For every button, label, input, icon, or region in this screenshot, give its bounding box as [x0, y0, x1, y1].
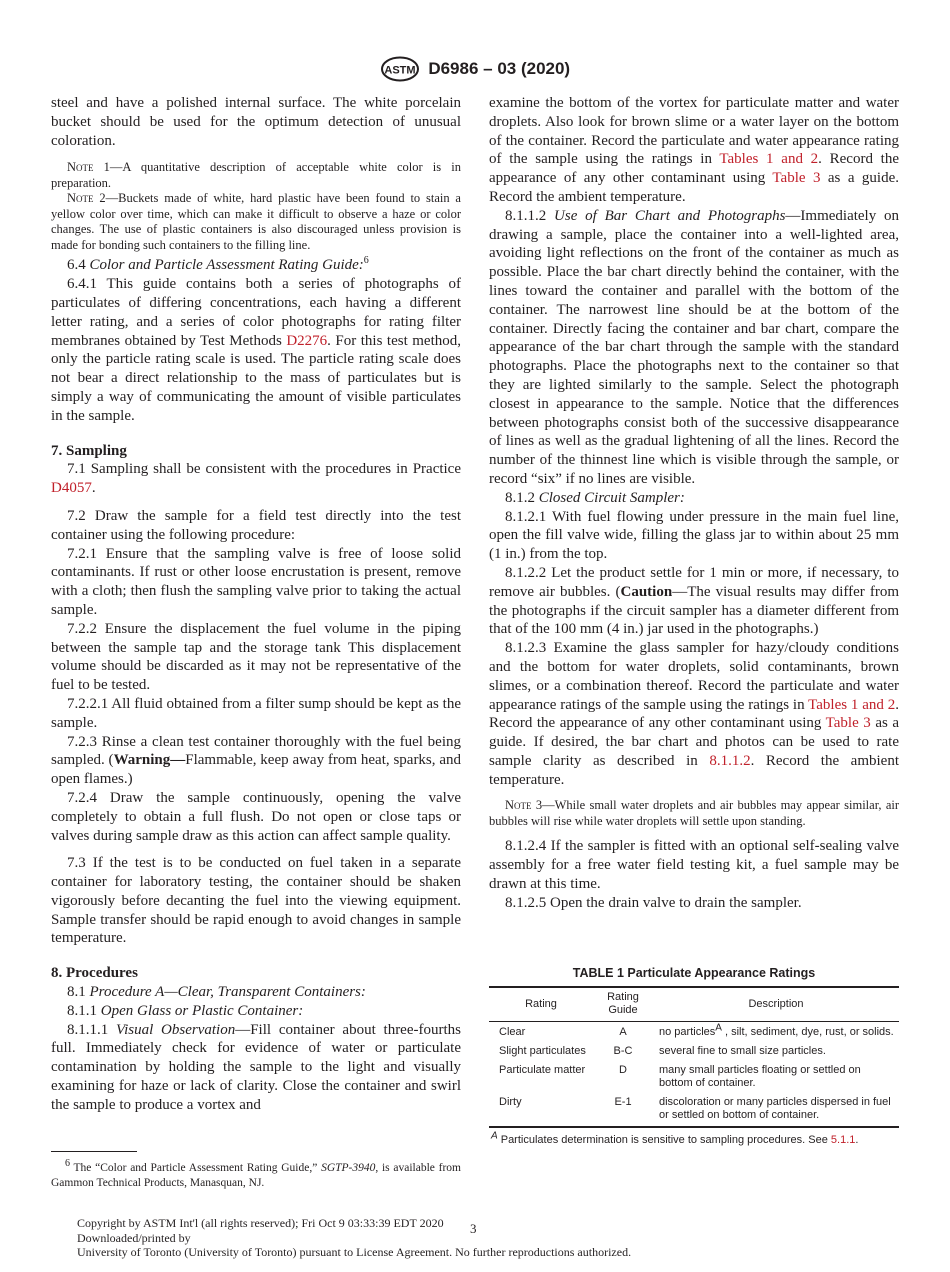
- section-7-2-3: 7.2.3 Rinse a clean test container thoroughly with the fuel being sampled. (Warning—Flammable, keep away from heat, sparks, and open flames.): [51, 733, 462, 788]
- rating-cell: Slight particulates: [499, 1045, 586, 1057]
- section-8-1-2-4: 8.1.2.4 If the sampler is fitted with an optional self-sealing valve assembly for a free water field testing kit, a fuel sample may be drawn at this time.: [489, 838, 899, 893]
- astm-logo-icon: [380, 56, 420, 82]
- section-8-1-2-3: 8.1.2.3 Examine the glass sampler for hazy/cloudy conditions and the bottom for water droplets, solid contaminants, brown slimes, or a combination thereof. Record the particulate and water appearance ratings of the sample using the ratings in Tables 1 and 2. Record the appearance of any other contaminant using Table 3 as a guide. If desired, the bar chart and photos can be used to rate sample clarity as described in 8.1.1.2. Record the ambient temperature.: [489, 640, 900, 788]
- note-1: Note 1—A quantitative description of acceptable white color is in preparation.: [51, 160, 461, 190]
- table-footnote: $^A$ Particulates determination is sensitive to sampling procedures. See 5.1.1.: [491, 1130, 859, 1146]
- note-3: Note 3—While small water droplets and air bubbles may appear similar, air bubbles will rise while water droplets will settle upon standing.: [489, 798, 899, 828]
- section-8-1-1: 8.1.1 Open Glass or Plastic Container:: [67, 1002, 304, 1019]
- link-tables-1-2[interactable]: Tables 1 and 2: [808, 696, 896, 713]
- column-header: Description: [653, 988, 899, 1022]
- guide-cell: A: [619, 1026, 627, 1038]
- section-7-2-4: 7.2.4 Draw the sample continuously, opening the valve completely to obtain a full flush. Do not open or close taps or valves during sample draw as this action can affect sample quality.: [51, 789, 461, 844]
- table-row: [489, 1041, 899, 1060]
- rating-cell: Clear: [499, 1026, 526, 1038]
- section-7-heading: 7. Sampling: [51, 442, 127, 459]
- section-7-2-2-1: 7.2.2.1 All fluid obtained from a filter sump should be kept as the sample.: [51, 695, 461, 731]
- document-designation: D6986 – 03 (2020): [428, 59, 571, 78]
- section-8-1-2-1: 8.1.2.1 With fuel flowing under pressure in the main fuel line, open the fill valve wide, filling the glass jar to within about 25 mm (1 in.) from the top.: [489, 508, 899, 563]
- section-8-1-2-2: 8.1.2.2 Let the product settle for 1 min or more, if necessary, to remove air bubbles. (Caution—The visual results may differ from the photographs if the circuit sampler has a diameter different from that of the 100 mm (4 in.) jar used in the photographs.): [489, 564, 899, 638]
- section-7-2-2: 7.2.2 Ensure the displacement the fuel volume in the piping between the sample tap and the storage tank This displacement volume should be discarded as it may not be representative of the fuel to be tested.: [51, 620, 461, 694]
- section-8-1-1-2: 8.1.1.2 Use of Bar Chart and Photographs—Immediately on drawing a sample, place the container into a well-lighted area, avoiding light reflections on the front of the container as much as possible. Place the bar chart directly behind the container, with the lines toward the container and parallel with the bottom of the container. The narrowest line should be at the bottom of the container. Directly facing the container and bar chart, compare the appearance of the bar chart through the sample with the standard photographs. Place the photographs next to the container so that they are lighted similarly to the sample. Select the photograph closest in appearance to the sample. Notice that the differences between photographs consist both of the successive disappearance of lines as well as the gradual lightening of all the lines. Record the number of the thinnest line which is visible through the sample, or record “six” if no lines are visible.: [489, 207, 900, 487]
- section-7-3: 7.3 If the test is to be conducted on fuel taken in a separate container for laboratory testing, the container should be shaken vigorously before decanting the fuel into the viewing equipment. Sample transfer should be rapid enough to avoid changes in sample temperature.: [51, 855, 461, 947]
- section-8-heading: 8. Procedures: [51, 965, 138, 982]
- link-8-1-1-2[interactable]: 8.1.1.2: [709, 752, 751, 769]
- description-cell: discoloration or many particles dispersed in fuel or settled on bottom of container.: [653, 1092, 899, 1127]
- description-cell: several fine to small size particles.: [659, 1045, 826, 1057]
- description-cell: many small particles floating or settled on bottom of container.: [659, 1064, 861, 1089]
- copyright-footer: [77, 1216, 877, 1260]
- link-table-3[interactable]: Table 3: [772, 170, 821, 187]
- guide-cell: D: [619, 1064, 627, 1076]
- svg-text:ASTM: ASTM: [384, 64, 416, 77]
- table-1: [489, 966, 899, 1147]
- section-7-2: 7.2 Draw the sample for a field test directly into the test container using the following procedure:: [51, 507, 461, 543]
- column-header: Rating: [489, 988, 593, 1022]
- guide-cell: E-1: [593, 1092, 653, 1127]
- link-d2276[interactable]: D2276: [286, 332, 328, 349]
- link-table-3[interactable]: Table 3: [825, 715, 871, 732]
- table-row: [489, 1092, 899, 1127]
- link-d4057[interactable]: D4057: [51, 480, 92, 497]
- page-header: [0, 56, 950, 82]
- section-6-4-1: 6.4.1 This guide contains both a series of photographs of particulates of differing concentrations, each having a different letter rating, and a series of color photographs for rating filter membranes obtained by Test Methods D2276. For this test method, only the particle rating scale is used. The particle rating scale does not bear a direct relationship to the mass of particulates but is simply a way of communicating the amount of visible particulates in the sample.: [51, 276, 461, 424]
- paragraph-continued: examine the bottom of the vortex for particulate matter and water droplets. Also look for brown slime or a water layer on the bottom of the container. Record the particulate and water appearance rating of the sample using the ratings in Tables 1 and 2. Record the appearance of any other contaminant using Table 3 as a guide. Record the ambient temperature.: [489, 95, 900, 205]
- footnote-6: $^6$ The “Color and Particle Assessment Rating Guide,” SGTP-3940, is available from Gammon Technical Products, Manasquan, NJ.: [51, 1158, 462, 1189]
- rating-cell: Particulate matter: [499, 1064, 586, 1076]
- section-7-1: 7.1 Sampling shall be consistent with the procedures in Practice D4057.: [51, 461, 461, 497]
- section-7-2-1: 7.2.1 Ensure that the sampling valve is free of loose solid contaminants. If rust or other loose encrustation is present, remove with a cloth; then flush the sampling valve prior to taking the actual sample.: [51, 545, 461, 618]
- section-8-1: 8.1 Procedure A—Clear, Transparent Containers:: [67, 984, 366, 1001]
- column-header: Rating Guide: [593, 988, 653, 1022]
- table-row: [489, 1022, 899, 1042]
- footer-line: Downloaded/printed by: [77, 1230, 191, 1245]
- paragraph: steel and have a polished internal surface. The white porcelain bucket should be used for the optimum detection of unusual coloration.: [51, 95, 461, 149]
- link-5-1-1[interactable]: 5.1.1: [830, 1134, 856, 1146]
- guide-cell: B-C: [613, 1045, 633, 1057]
- section-8-1-1-1: 8.1.1.1 Visual Observation—Fill container about three-fourths full. Immediately check for evidence of water or particulate contamination by holding the sample to the light and visually examining for haze or lack of clarity. Close the container and swirl the sample to produce a vortex and: [51, 1021, 461, 1113]
- footer-line: University of Toronto (University of Toronto) pursuant to License Agreement. No further reproductions authorized.: [77, 1245, 632, 1259]
- table-title: TABLE 1 Particulate Appearance Ratings: [572, 966, 816, 980]
- table-header-row: [489, 988, 899, 1022]
- left-column: [51, 94, 461, 1115]
- footer-line: Copyright by ASTM Int'l (all rights reserved); Fri Oct 9 03:33:39 EDT 2020: [77, 1216, 444, 1230]
- right-column: [489, 94, 899, 913]
- rating-cell: Dirty: [489, 1092, 593, 1127]
- link-tables-1-2[interactable]: Tables 1 and 2: [719, 151, 819, 168]
- section-6-4-heading: 6.4 Color and Particle Assessment Rating Guide:$^6$: [67, 255, 369, 274]
- table-grid: [489, 988, 899, 1128]
- footnote-rule: [51, 1151, 137, 1152]
- section-8-1-2: 8.1.2 Closed Circuit Sampler:: [505, 489, 685, 506]
- section-8-1-2-5: 8.1.2.5 Open the drain valve to drain the sampler.: [505, 894, 802, 911]
- description-cell: no particles$^A$ , silt, sediment, dye, rust, or solids.: [659, 1022, 894, 1038]
- table-row: [489, 1060, 899, 1092]
- note-2: Note 2—Buckets made of white, hard plastic have been found to stain a yellow color over time, which can make it difficult to observe a haze or color changes. The use of plastic containers is also discouraged unless provision is made for bonding such containers to the filling line.: [51, 191, 461, 252]
- page-number: 3: [470, 1221, 477, 1236]
